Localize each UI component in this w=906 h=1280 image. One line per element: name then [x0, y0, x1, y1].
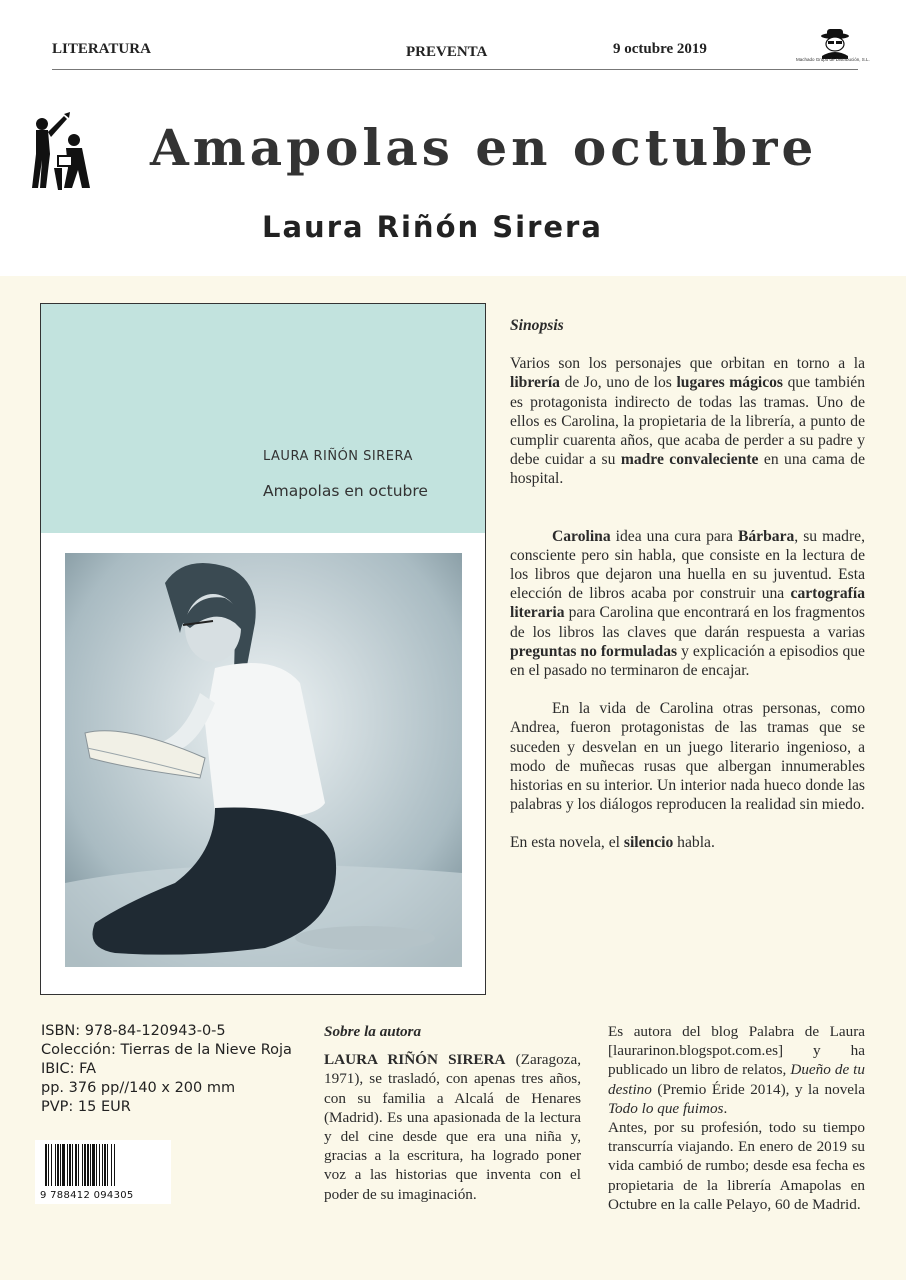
isbn-barcode [35, 1140, 171, 1204]
book-author: Laura Riñón Sirera [262, 210, 603, 244]
book-metadata [41, 1022, 292, 1117]
header-divider [52, 69, 858, 70]
section-label: LITERATURA [52, 41, 151, 57]
book-cover [40, 303, 486, 995]
barcode-bar [75, 1144, 77, 1186]
barcode-bar [62, 1144, 65, 1186]
synopsis-paragraph-3: En la vida de Carolina otras personas, como Andrea, fueron protagonistas de las tramas que se suceden y desvelan en un juego literario ingenioso, a modo de muñecas rusas que albergan innumerables historias en su interior. Un interior nada hueco donde las palabras y los diálogos reproducen la realidad sin miedo. [510, 700, 865, 814]
ibic-code: IBIC: FA [41, 1061, 97, 1077]
barcode-bar [78, 1144, 79, 1186]
barcode-bar [72, 1144, 73, 1186]
barcode-bar [82, 1144, 83, 1186]
barcode-bar [107, 1144, 108, 1186]
about-author-section [324, 1022, 581, 1204]
barcode-bar [96, 1144, 97, 1186]
barcode-number: 9 788412 094305 [40, 1190, 134, 1201]
barcode-bar [84, 1144, 86, 1186]
about-author-paragraph-2: Es autora del blog Palabra de Laura [laurarinon.blogspot.com.es] y ha publicado un libro de relatos, Dueño de tu destino (Premio Éride 2014), y la novela Todo lo que fuimos. [608, 1023, 865, 1117]
presale-label: PREVENTA [406, 44, 488, 60]
barcode-bar [48, 1144, 49, 1186]
synopsis-paragraph-4: En esta novela, el silencio habla. [510, 834, 715, 852]
page-header [0, 0, 906, 276]
about-author-heading: Sobre la autora [324, 1023, 422, 1040]
synopsis-section [510, 316, 865, 853]
cover-title: Amapolas en octubre [263, 482, 428, 500]
barcode-bar [69, 1144, 71, 1186]
barcode-bar [111, 1144, 112, 1186]
collection: Colección: Tierras de la Nieve Roja [41, 1042, 292, 1058]
about-author-paragraph-3: Antes, por su profesión, todo su tiempo transcurría viajando. En enero de 2019 su vida cambió de rumbo; desde esa fecha es propietaria de la librería Amapolas en Octubre en la calle Pelayo, 60 de Madrid. [608, 1119, 865, 1213]
barcode-bar [102, 1144, 103, 1186]
barcode-bar [99, 1144, 100, 1186]
retail-price: PVP: 15 EUR [41, 1099, 131, 1115]
barcode-bar [114, 1144, 115, 1186]
barcode-bar [92, 1144, 95, 1186]
synopsis-paragraph-2: Carolina idea una cura para Bárbara, su madre, consciente pero sin habla, que consiste en la lectura de los libros que dejaron una huella en su juventud. Esta elección de libros acaba por construir una cartografía literaria para Carolina que encontrará en los fragmentos de los libros las claves que darán respuesta a varias preguntas no formuladas y explicación a episodios que en el pasado no terminaron de encajar. [510, 527, 865, 680]
barcode-bar [55, 1144, 56, 1186]
cover-photo-reading-woman [65, 553, 462, 967]
barcode-bars-icon [35, 1140, 171, 1190]
barcode-bar [87, 1144, 89, 1186]
book-title: Amapolas en octubre [150, 118, 818, 177]
barcode-bar [104, 1144, 106, 1186]
page-count-dimensions: pp. 376 pp//140 x 200 mm [41, 1080, 236, 1096]
publisher-logo-text: Machado Grupo de Distribución, S.L. [796, 57, 870, 62]
barcode-bar [90, 1144, 91, 1186]
about-author-continued [608, 1022, 865, 1214]
barcode-bar [57, 1144, 59, 1186]
synopsis-paragraph-1: Varios son los personajes que orbitan en torno a la librería de Jo, uno de los lugares mágicos que también es protagonista indirecto de todas las tramas. Uno de ellos es Carolina, la propietaria de la librería, a punto de cumplir cuarenta años, que acaba de perder a su padre y debe cuidar a su madre convaleciente en una cama de hospital. [510, 355, 865, 488]
barcode-bar [67, 1144, 68, 1186]
release-date: 9 octubre 2019 [613, 41, 707, 57]
synopsis-heading: Sinopsis [510, 317, 564, 334]
barcode-bar [45, 1144, 47, 1186]
isbn: ISBN: 978-84-120943-0-5 [41, 1023, 226, 1039]
imprint-logo-icon [24, 110, 96, 192]
barcode-bar [51, 1144, 52, 1186]
about-author-paragraph-1: LAURA RIÑÓN SIRERA (Zaragoza, 1971), se trasladó, con apenas tres años, con su familia a Alcalá de Henares (Madrid). Es una apasionada de la lectura y del cine desde que era una niña y, gracias a la escritura, ha logrado poner voz a las historias que inventa con el poder de su imaginación. [324, 1051, 581, 1203]
barcode-bar [60, 1144, 61, 1186]
cover-author: LAURA RIÑÓN SIRERA [263, 449, 413, 464]
